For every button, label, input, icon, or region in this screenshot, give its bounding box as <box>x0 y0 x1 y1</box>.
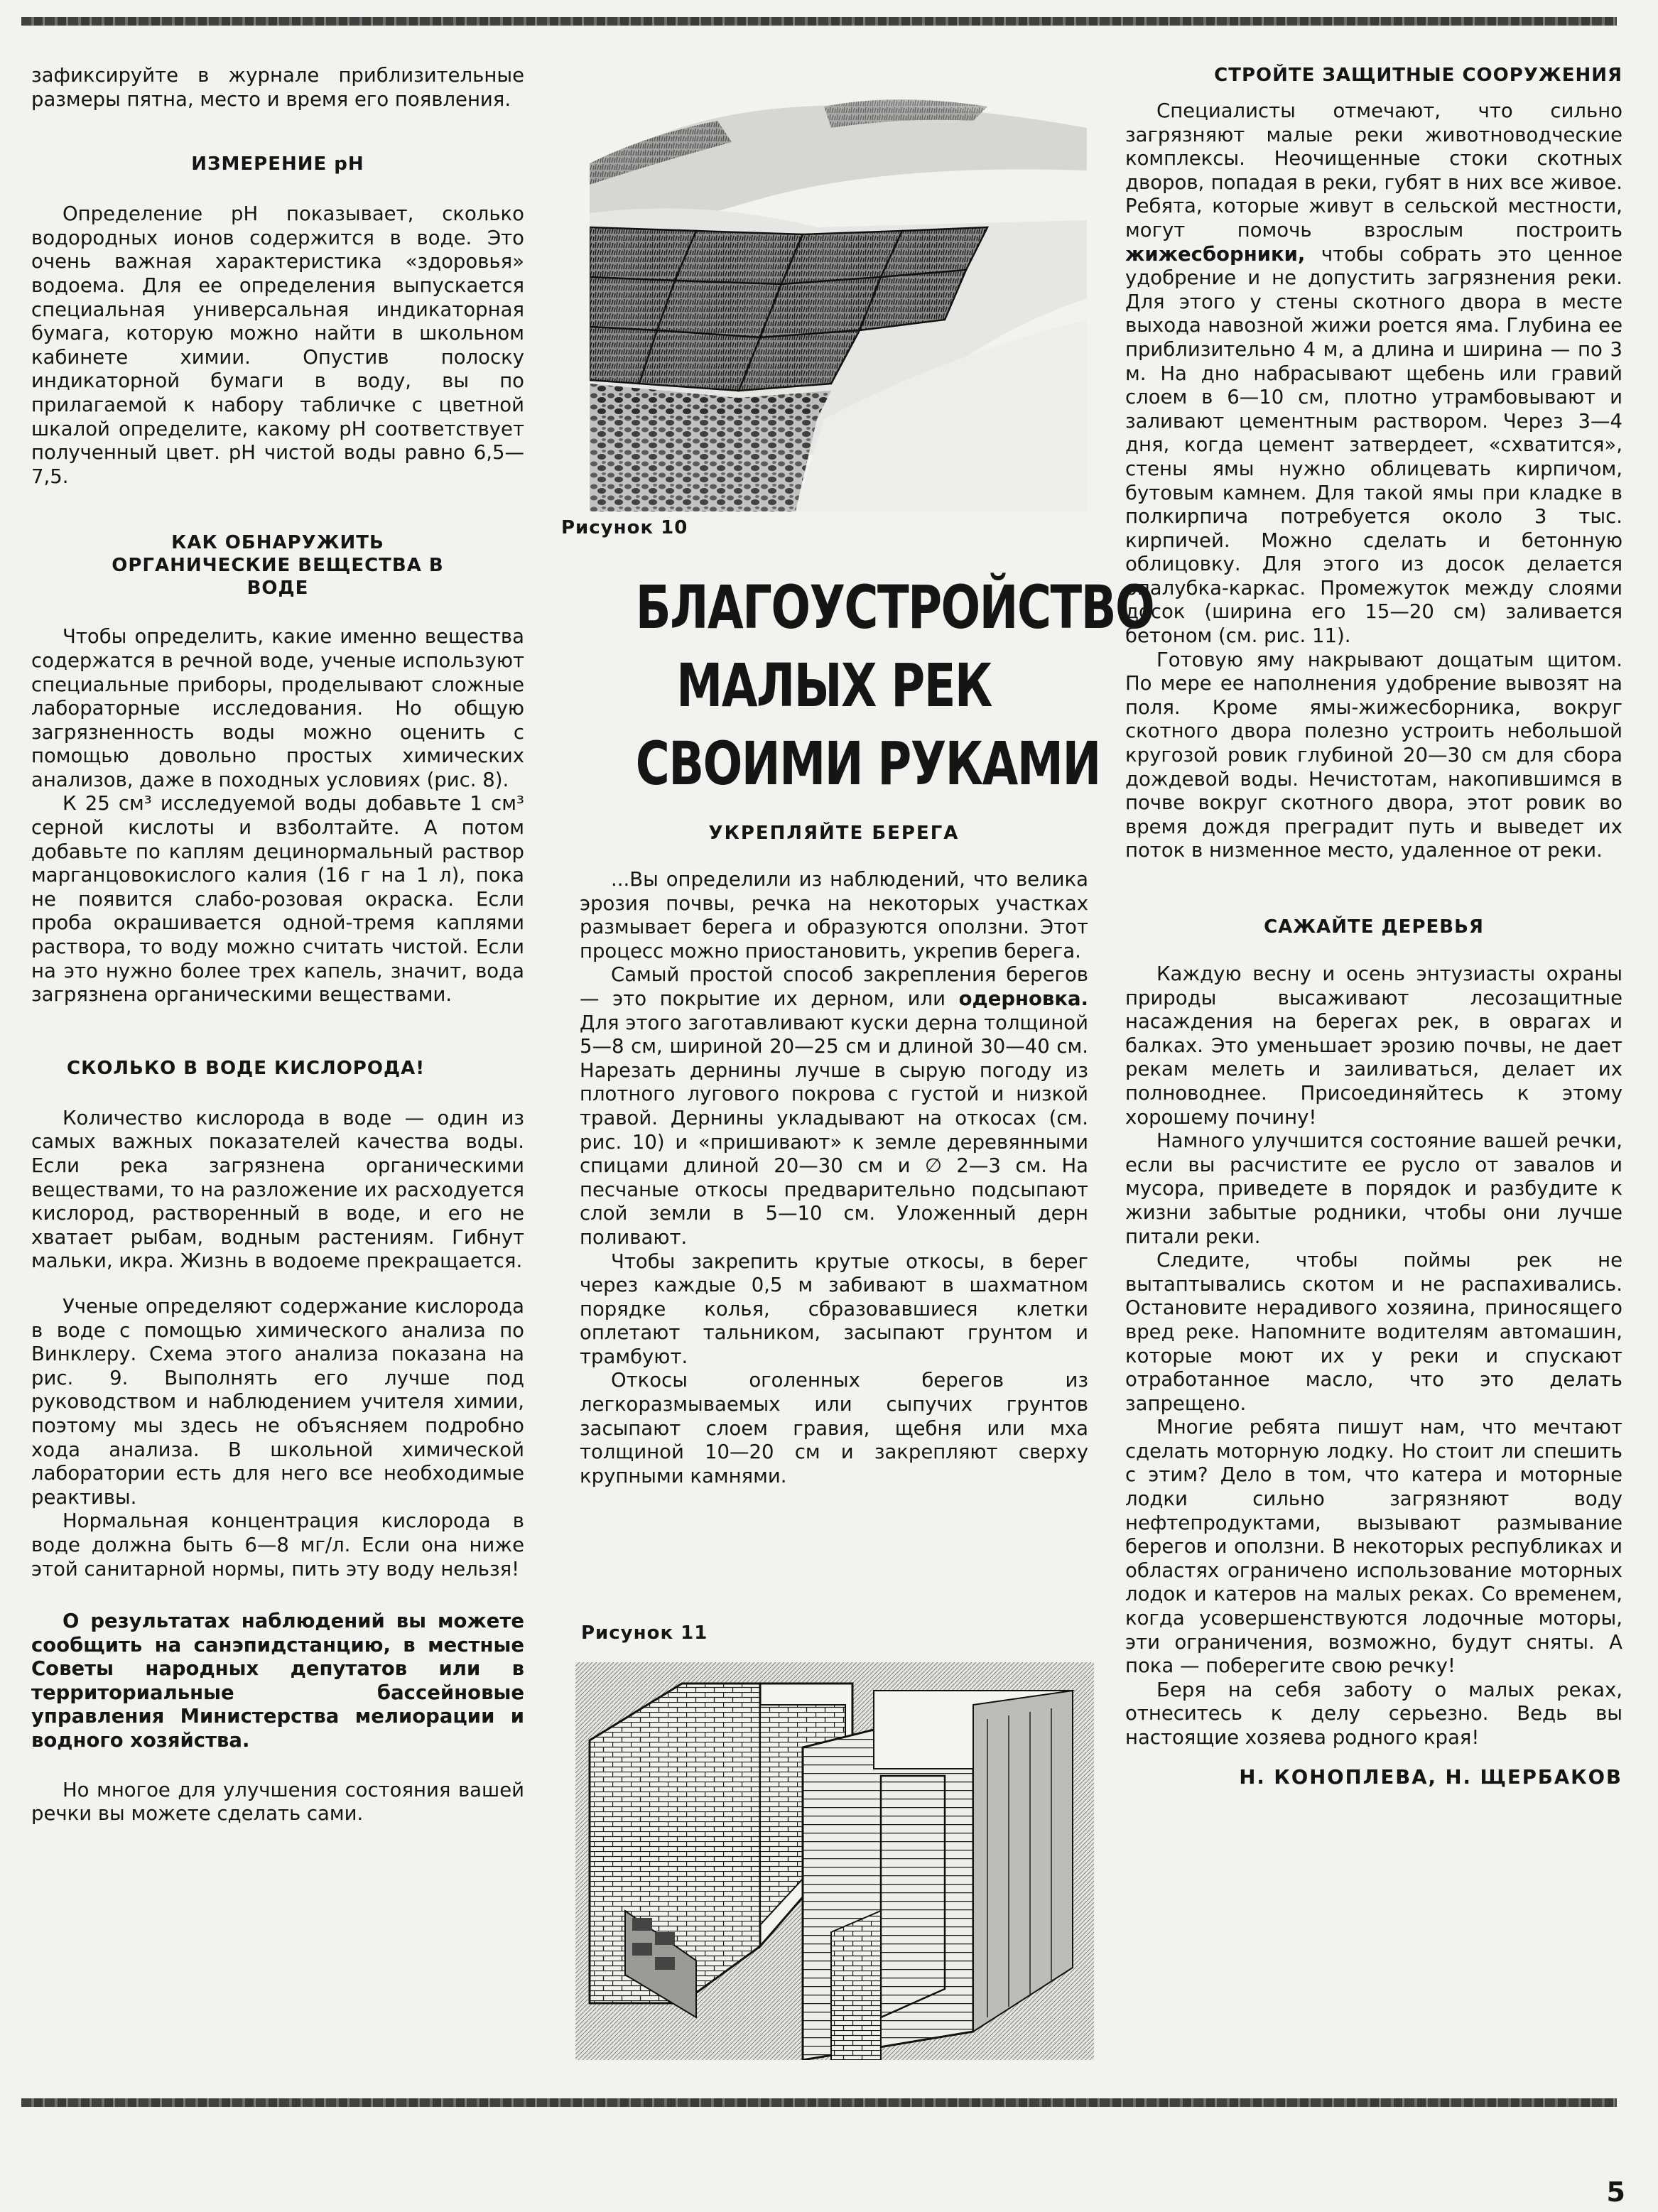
sod-slope-drawing <box>590 85 1087 511</box>
manure-pit-drawing <box>575 1662 1094 2060</box>
paragraph: Беря на себя заботу о малых реках, отнеситесь к делу серьезно. Ведь вы настоящие хозяева родного края! <box>1125 1678 1622 1749</box>
section-heading-banks: УКРЕПЛЯЙТЕ БЕРЕГА <box>708 823 960 844</box>
bottom-border-rule <box>21 2098 1617 2107</box>
paragraph <box>580 963 1088 1249</box>
paragraph: зафиксируйте в журнале приблизительные размеры пятна, место и время его появления. <box>31 64 524 111</box>
article-authors: Н. КОНОПЛЕВА, Н. ЩЕРБАКОВ <box>1239 1765 1622 1789</box>
paragraph-part: чтобы собрать это ценное удобрение и не допустить загрязнения реки. Для этого у стены скотного двора в месте выхода навозной жижи роется яма. Глубина ее приблизительно 4 м, а длина и ширина — по 3 м. На дно набрасывают щебень или гравий слоем в 6—10 см, плотно утрамбовывают и заливают цементным раствором. Через 3—4 дня, когда цемент затвердеет, «схватится», стены ямы нужно облицевать кирпичом, бутовым камнем. Для такой ямы при кладке в полкирпича потребуется около 3 тыс. кирпичей. Можно сделать и бетонную облицовку. Для этого из досок делается опалубка-каркас. Промежуток между слоями досок (ширина его 15—20 см) заливается бетоном (см. рис. 11). <box>1125 242 1622 648</box>
term-odernovka: одерновка. <box>958 987 1088 1010</box>
paragraph <box>1125 99 1622 649</box>
paragraph: Откосы оголенных берегов из легкоразмываемых или сыпучих грунтов засыпают слоем гравия, щебня или мха толщиной 10—20 см и закрепляют сверху крупными камнями. <box>580 1369 1088 1487</box>
paragraph: Чтобы определить, какие именно вещества содержатся в речной воде, ученые используют специальные приборы, проделывают сложные лабораторные исследования. Но общую загрязненность воды можно оценить с помощью довольно простых химических анализов, даже в походных условиях (рис. 8). <box>31 625 524 791</box>
section-heading-oxygen: СКОЛЬКО В ВОДЕ КИСЛОРОДА! <box>67 1057 426 1079</box>
section-heading-ph: ИЗМЕРЕНИЕ pH <box>191 153 364 175</box>
column-right <box>1125 64 1622 1789</box>
column-left <box>31 64 524 1826</box>
paragraph-part: Самый простой способ закрепления берегов — это покрытие их дерном, или <box>580 963 1088 1010</box>
figure-10-caption: Рисунок 10 <box>561 517 688 538</box>
section-heading-trees: САЖАЙТЕ ДЕРЕВЬЯ <box>1264 916 1484 938</box>
paragraph: Многие ребята пишут нам, что мечтают сделать моторную лодку. Но стоит ли спешить с этим? Дело в том, что катера и моторные лодки сильно загрязняют воду нефтепродуктами, вызывают размывание берегов и оползни. В некоторых республиках и областях ограничено использование моторных лодок и катеров на малых реках. Со временем, когда усовершенствуются лодочные моторы, эти ограничения, возможно, будут сняты. А пока — поберегите свою речку! <box>1125 1416 1622 1678</box>
figure-11-manure-pit-illustration <box>575 1662 1094 2060</box>
paragraph: Определение pH показывает, сколько водородных ионов содержится в воде. Это очень важная характеристика «здоровья» водоема. Для ее определения выпускается специальная универсальная индикаторная бумага, которую можно найти в школьном кабинете химии. Опустив полоску индикаторной бумаги в воду, вы по прилагаемой к набору табличке с цветной шкалой определите, какому pH соответствует полученный цвет. pH чистой воды равно 6,5—7,5. <box>31 202 524 488</box>
term-zhizhesborniki: жижесборники, <box>1125 242 1306 266</box>
section-heading-structures: СТРОЙТЕ ЗАЩИТНЫЕ СООРУЖЕНИЯ <box>1214 65 1622 86</box>
bold-paragraph: О результатах наблюдений вы можете сообщить на санэпидстанцию, в местные Советы народных депутатов или в территориальные бассейновые управления Министерства мелиорации и водного хозяйства. <box>31 1610 524 1752</box>
column-middle <box>580 868 1088 1488</box>
paragraph: ...Вы определили из наблюдений, что велика эрозия почвы, речка на некоторых участках размывает берега и образуются оползни. Этот процесс можно приостановить, укрепив берега. <box>580 868 1088 963</box>
title-line-1: БЛАГОУСТРОЙСТВО <box>635 573 1154 642</box>
paragraph-part: Для этого заготавливают куски дерна толщиной 5—8 см, шириной 20—25 см и длиной 30—40 см. Нарезать дернины лучше в сырую погоду из плотного лугового покрова с густой и низкой травой. Дернины укладывают на откосах (см. рис. 10) и «пришивают» к земле деревянными спицами длиной 20—30 см и ∅ 2—3 см. На песчаные откосы предварительно подсыпают слой земли в 5—10 см. Уложенный дерн поливают. <box>580 1011 1088 1249</box>
paragraph: Количество кислорода в воде — один из самых важных показателей качества воды. Если река загрязнена органическими веществами, то на разложение их расходуется кислород, растворенный в воде, и его не хватает рыбам, водным растениям. Гибнут мальки, икра. Жизнь в водоеме прекращается. <box>31 1106 524 1273</box>
paragraph: Чтобы закрепить крутые откосы, в берег через каждые 0,5 м забивают в шахматном порядке колья, сбразовавшиеся клетки оплетают тальником, засыпают грунтом и трамбуют. <box>580 1249 1088 1368</box>
paragraph: Ученые определяют содержание кислорода в воде с помощью химического анализа по Винклеру. Схема этого анализа показана на рис. 9. Выполнять его лучше под руководством и наблюдением учителя химии, поэтому мы здесь не объясняем подробно хода анализа. В школьной химической лаборатории есть для него все необходимые реактивы. <box>31 1294 524 1509</box>
title-line-2: МАЛЫХ РЕК <box>676 651 992 720</box>
title-line-3: СВОИМИ РУКАМИ <box>635 729 1100 798</box>
paragraph: Намного улучшится состояние вашей речки, если вы расчистите ее русло от завалов и мусора, приведете в порядок и разбудите к жизни забытые родники, чтобы они лучше питали реки. <box>1125 1129 1622 1248</box>
article-title <box>635 568 1154 803</box>
paragraph-part: Специалисты отмечают, что сильно загрязняют малые реки животноводческие комплексы. Неочищенные стоки скотных дворов, попадая в реки, губят в них все живое. Ребята, которые живут в сельской местности, могут помочь взрослым построить <box>1125 99 1622 242</box>
figure-10-sod-slope-illustration <box>590 85 1087 511</box>
paragraph: К 25 см³ исследуемой воды добавьте 1 см³ серной кислоты и взболтайте. А потом добавьте по каплям децинормальный раствор марганцовокислого калия (16 г на 1 л), пока не появится слабо-розовая окраска. Если проба окрашивается одной-тремя каплями раствора, то воду можно считать чистой. Если на это нужно более трех капель, значит, вода загрязнена органическими веществами. <box>31 792 524 1007</box>
figure-11-caption: Рисунок 11 <box>581 1622 708 1644</box>
paragraph: Но многое для улучшения состояния вашей речки вы можете сделать сами. <box>31 1778 524 1826</box>
top-border-rule <box>21 17 1617 26</box>
section-heading-organic: КАК ОБНАРУЖИТЬ ОРГАНИЧЕСКИЕ ВЕЩЕСТВА В ВОДЕ <box>112 532 444 600</box>
paragraph: Готовую яму накрывают дощатым щитом. По мере ее наполнения удобрение вывозят на поля. Кроме ямы-жижесборника, вокруг скотного двора полезно устроить небольшой кругозой ровик глубиной 20—30 см для сбора дождевой воды. Нечистотам, накопившимся в почве вокруг скотного двора, этот ровик во время дождя преградит путь и выведет их поток в низменное место, удаленное от реки. <box>1125 648 1622 862</box>
paragraph: Нормальная концентрация кислорода в воде должна быть 6—8 мг/л. Если она ниже этой санитарной нормы, пить эту воду нельзя! <box>31 1509 524 1581</box>
page-number: 5 <box>1606 2176 1625 2208</box>
paragraph: Каждую весну и осень энтузиасты охраны природы высаживают лесозащитные насаждения на берегах рек, в оврагах и балках. Это уменьшает эрозию почвы, не дает рекам мелеть и заиливаться, делает их полноводнее. Присоединяйтесь к этому хорошему почину! <box>1125 963 1622 1129</box>
paragraph: Следите, чтобы поймы рек не вытаптывались скотом и не распахивались. Остановите нерадивого хозяина, приносящего вред реке. Напомните водителям автомашин, которые моют их у реки и спускают отработанное масло, что это делать запрещено. <box>1125 1249 1622 1415</box>
